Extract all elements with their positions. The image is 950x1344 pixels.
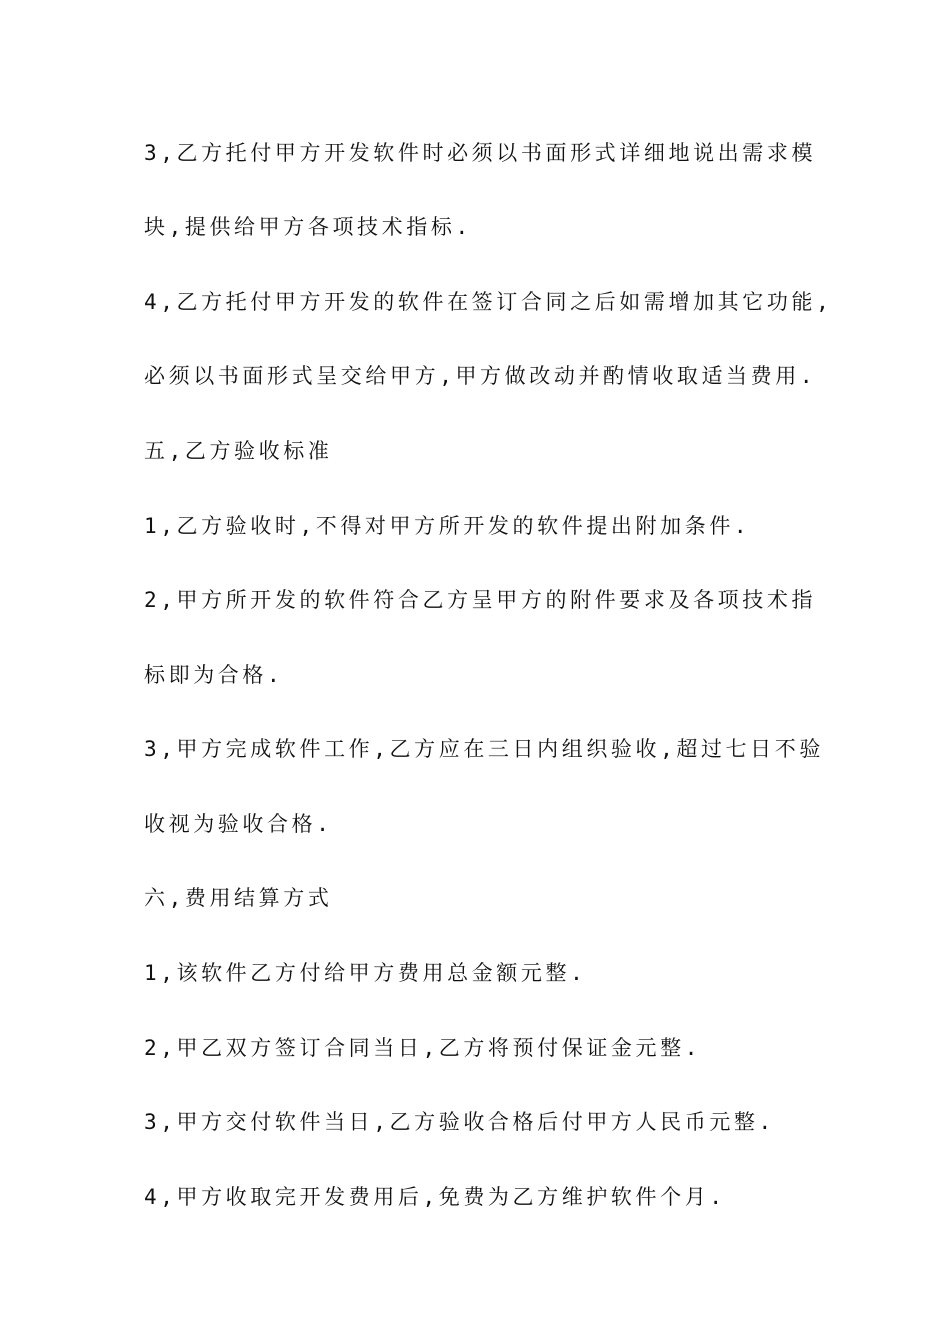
clause-five-3-line-1: 3,乙方托付甲方开发软件时必须以书面形式详细地说出需求模	[144, 141, 817, 165]
acceptance-item-2-line-1: 2,甲方所开发的软件符合乙方呈甲方的附件要求及各项技术指	[144, 588, 817, 612]
clause-four-line-1: 4,乙方托付甲方开发的软件在签订合同之后如需增加其它功能,	[144, 290, 833, 314]
payment-item-3: 3,甲方交付软件当日,乙方验收合格后付甲方人民币元整.	[144, 1110, 775, 1134]
acceptance-item-3-line-1: 3,甲方完成软件工作,乙方应在三日内组织验收,超过七日不验	[144, 737, 824, 761]
acceptance-item-1: 1,乙方验收时,不得对甲方所开发的软件提出附加条件.	[144, 514, 751, 538]
payment-item-4: 4,甲方收取完开发费用后,免费为乙方维护软件个月.	[144, 1185, 726, 1209]
payment-item-2: 2,甲乙双方签订合同当日,乙方将预付保证金元整.	[144, 1036, 701, 1060]
payment-item-1: 1,该软件乙方付给甲方费用总金额元整.	[144, 961, 587, 985]
clause-four-line-2: 必须以书面形式呈交给甲方,甲方做改动并酌情收取适当费用.	[144, 364, 817, 388]
section-six-heading: 六,费用结算方式	[144, 886, 333, 910]
clause-five-3-line-2: 块,提供给甲方各项技术指标.	[144, 215, 472, 239]
acceptance-item-2-line-2: 标即为合格.	[144, 663, 284, 687]
section-five-heading: 五,乙方验收标准	[144, 439, 333, 463]
acceptance-item-3-line-2: 收视为验收合格.	[144, 812, 333, 836]
